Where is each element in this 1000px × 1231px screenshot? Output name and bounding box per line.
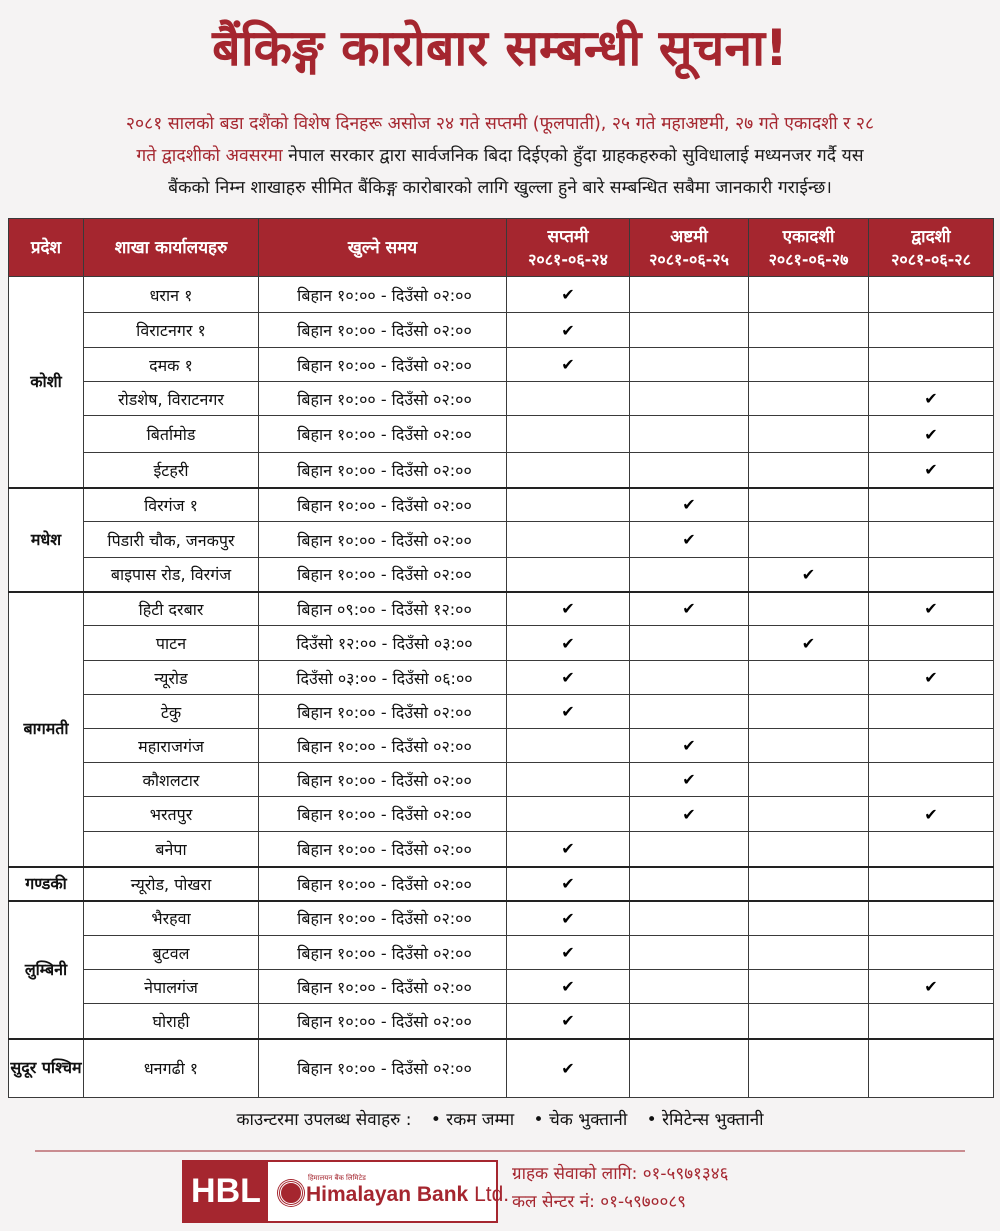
service-item-text: रकम जम्मा bbox=[446, 1110, 515, 1130]
branch-cell: नेपालगंज bbox=[84, 970, 259, 1004]
branch-cell: पाटन bbox=[84, 626, 259, 661]
checkmark-icon: ✔ bbox=[561, 668, 575, 687]
branch-cell: न्यूरोड bbox=[84, 661, 259, 695]
intro-line-3-text: बैंकको निम्न शाखाहरु सीमित बैंकिङ्ग कारोबारको लागि खुल्ला हुने बारे सम्बन्धित सबैमा जानकारी गराईन्छ। bbox=[168, 178, 832, 198]
day-open-cell bbox=[507, 867, 630, 901]
day-open-cell bbox=[507, 416, 630, 453]
checkmark-icon: ✔ bbox=[924, 977, 938, 996]
day-open-cell bbox=[507, 453, 630, 488]
day-open-cell bbox=[869, 348, 994, 382]
service-item-text: चेक भुक्तानी bbox=[548, 1110, 628, 1130]
table-row bbox=[9, 936, 994, 970]
day-open-cell bbox=[749, 626, 869, 661]
table-row bbox=[9, 277, 994, 313]
service-item: • चेक भुक्तानी bbox=[533, 1110, 628, 1130]
province-cell: कोशी bbox=[9, 277, 84, 488]
branch-cell: विराटनगर १ bbox=[84, 313, 259, 348]
table-body bbox=[9, 277, 994, 1098]
day-open-cell bbox=[869, 970, 994, 1004]
table-row bbox=[9, 1004, 994, 1039]
day-open-cell bbox=[869, 277, 994, 313]
day-open-cell bbox=[630, 970, 749, 1004]
checkmark-icon: ✔ bbox=[561, 633, 575, 653]
branch-cell: कौशलटार bbox=[84, 763, 259, 797]
day-open-cell bbox=[630, 763, 749, 797]
checkmark-icon: ✔ bbox=[561, 1058, 575, 1078]
table-row bbox=[9, 488, 994, 522]
day-open-cell bbox=[507, 661, 630, 695]
day-open-cell bbox=[630, 695, 749, 729]
header-time: खुल्ने समय bbox=[259, 219, 507, 277]
intro-line-2-dark: नेपाल सरकार द्वारा सार्वजनिक बिदा दिईएको हुँदा ग्राहकहरुको सुविधालाई मध्यनजर गर्दै यस bbox=[282, 146, 864, 166]
checkmark-icon: ✔ bbox=[924, 460, 938, 480]
day-open-cell bbox=[869, 558, 994, 592]
day-open-cell bbox=[507, 313, 630, 348]
table-row bbox=[9, 313, 994, 348]
checkmark-icon: ✔ bbox=[924, 804, 938, 824]
checkmark-icon: ✔ bbox=[924, 668, 938, 687]
notice-title: बैंकिङ्ग कारोबार सम्बन्धी सूचना! bbox=[212, 19, 788, 77]
branch-cell: न्यूरोड, पोखरा bbox=[84, 867, 259, 901]
checkmark-icon: ✔ bbox=[924, 599, 938, 619]
checkmark-icon: ✔ bbox=[561, 874, 575, 893]
opening-time-cell: बिहान १०:०० - दिउँसो ०२:०० bbox=[259, 695, 507, 729]
day-open-cell bbox=[749, 453, 869, 488]
day-open-cell bbox=[869, 522, 994, 558]
day-open-cell bbox=[869, 867, 994, 901]
checkmark-icon: ✔ bbox=[561, 355, 575, 374]
day-open-cell bbox=[749, 348, 869, 382]
day-open-cell bbox=[630, 416, 749, 453]
day-open-cell bbox=[507, 522, 630, 558]
branch-cell: टेकु bbox=[84, 695, 259, 729]
day-open-cell bbox=[869, 797, 994, 832]
checkmark-icon: ✔ bbox=[561, 320, 575, 340]
branch-cell: धरान १ bbox=[84, 277, 259, 313]
header-day-date: २०८१-०६-२५ bbox=[649, 249, 729, 269]
table-row bbox=[9, 348, 994, 382]
opening-time-cell: बिहान १०:०० - दिउँसो ०२:०० bbox=[259, 558, 507, 592]
day-open-cell bbox=[869, 313, 994, 348]
logo-suffix: Ltd. bbox=[474, 1183, 510, 1206]
day-open-cell bbox=[507, 1004, 630, 1039]
province-cell: लुम्बिनी bbox=[9, 901, 84, 1039]
day-open-cell bbox=[869, 416, 994, 453]
branch-cell: बनेपा bbox=[84, 832, 259, 867]
table-row bbox=[9, 832, 994, 867]
day-open-cell bbox=[630, 661, 749, 695]
day-open-cell bbox=[507, 729, 630, 763]
header-day-date: २०८१-०६-२८ bbox=[891, 249, 971, 269]
opening-time-cell: दिउँसो ०३:०० - दिउँसो ०६:०० bbox=[259, 661, 507, 695]
checkmark-icon: ✔ bbox=[682, 530, 696, 549]
day-open-cell bbox=[749, 558, 869, 592]
table-row bbox=[9, 592, 994, 626]
table-row bbox=[9, 453, 994, 488]
intro-line-1 bbox=[8, 108, 992, 140]
day-open-cell bbox=[507, 558, 630, 592]
day-open-cell bbox=[869, 488, 994, 522]
checkmark-icon: ✔ bbox=[924, 389, 938, 408]
day-open-cell bbox=[630, 313, 749, 348]
opening-time-cell: बिहान १०:०० - दिउँसो ०२:०० bbox=[259, 901, 507, 936]
opening-time-cell: बिहान १०:०० - दिउँसो ०२:०० bbox=[259, 1039, 507, 1098]
header-day-saptami bbox=[507, 219, 630, 277]
day-open-cell bbox=[507, 832, 630, 867]
checkmark-icon: ✔ bbox=[682, 495, 696, 515]
header-day-dwadashi bbox=[869, 219, 994, 277]
branch-cell: बुटवल bbox=[84, 936, 259, 970]
intro-paragraph bbox=[8, 108, 992, 204]
day-open-cell bbox=[869, 1004, 994, 1039]
hbl-logo bbox=[182, 1160, 510, 1223]
logo-hbl-mark: HBL bbox=[184, 1162, 268, 1221]
day-open-cell bbox=[869, 1039, 994, 1098]
province-cell: सुदूर पश्चिम bbox=[9, 1039, 84, 1098]
header-day-name: सप्तमी bbox=[547, 226, 589, 247]
checkmark-icon: ✔ bbox=[682, 736, 696, 755]
branch-cell: हिटी दरबार bbox=[84, 592, 259, 626]
day-open-cell bbox=[749, 313, 869, 348]
intro-line-2-red: गते द्वादशीको अवसरमा bbox=[136, 146, 283, 166]
day-open-cell bbox=[630, 488, 749, 522]
day-open-cell bbox=[749, 797, 869, 832]
header-branch: शाखा कार्यालयहरु bbox=[84, 219, 259, 277]
branch-cell: घोराही bbox=[84, 1004, 259, 1039]
header-day-ashtami bbox=[630, 219, 749, 277]
checkmark-icon: ✔ bbox=[561, 943, 575, 962]
day-open-cell bbox=[507, 382, 630, 416]
opening-time-cell: बिहान १०:०० - दिउँसो ०२:०० bbox=[259, 970, 507, 1004]
logo-bank-name bbox=[306, 1182, 509, 1208]
table-row bbox=[9, 626, 994, 661]
day-open-cell bbox=[507, 936, 630, 970]
opening-time-cell: बिहान १०:०० - दिउँसो ०२:०० bbox=[259, 488, 507, 522]
table-row bbox=[9, 797, 994, 832]
day-open-cell bbox=[630, 867, 749, 901]
opening-time-cell: बिहान १०:०० - दिउँसो ०२:०० bbox=[259, 832, 507, 867]
day-open-cell bbox=[749, 867, 869, 901]
header-day-ekadashi bbox=[749, 219, 869, 277]
branch-cell: बिर्तामोड bbox=[84, 416, 259, 453]
day-open-cell bbox=[630, 522, 749, 558]
opening-time-cell: बिहान १०:०० - दिउँसो ०२:०० bbox=[259, 382, 507, 416]
day-open-cell bbox=[630, 626, 749, 661]
day-open-cell bbox=[630, 901, 749, 936]
day-open-cell bbox=[749, 695, 869, 729]
table-row bbox=[9, 901, 994, 936]
table-row bbox=[9, 695, 994, 729]
day-open-cell bbox=[630, 936, 749, 970]
branch-cell: भरतपुर bbox=[84, 797, 259, 832]
opening-time-cell: बिहान १०:०० - दिउँसो ०२:०० bbox=[259, 729, 507, 763]
day-open-cell bbox=[749, 729, 869, 763]
opening-time-cell: बिहान १०:०० - दिउँसो ०२:०० bbox=[259, 313, 507, 348]
province-cell: गण्डकी bbox=[9, 867, 84, 901]
branch-cell: विरगंज १ bbox=[84, 488, 259, 522]
opening-time-cell: बिहान १०:०० - दिउँसो ०२:०० bbox=[259, 936, 507, 970]
checkmark-icon: ✔ bbox=[561, 702, 575, 721]
day-open-cell bbox=[749, 936, 869, 970]
checkmark-icon: ✔ bbox=[561, 285, 575, 304]
opening-time-cell: बिहान ०९:०० - दिउँसो १२:०० bbox=[259, 592, 507, 626]
day-open-cell bbox=[869, 382, 994, 416]
checkmark-icon: ✔ bbox=[561, 839, 575, 859]
day-open-cell bbox=[507, 277, 630, 313]
day-open-cell bbox=[507, 695, 630, 729]
day-open-cell bbox=[749, 1004, 869, 1039]
table-row bbox=[9, 867, 994, 901]
branch-cell: दमक १ bbox=[84, 348, 259, 382]
header-day-name: अष्टमी bbox=[670, 226, 708, 247]
day-open-cell bbox=[749, 832, 869, 867]
day-open-cell bbox=[507, 797, 630, 832]
day-open-cell bbox=[869, 936, 994, 970]
branch-cell: बाइपास रोड, विरगंज bbox=[84, 558, 259, 592]
logo-name-text: Himalayan Bank bbox=[306, 1183, 469, 1206]
header-day-date: २०८१-०६-२४ bbox=[528, 249, 608, 269]
branch-cell: पिडारी चौक, जनकपुर bbox=[84, 522, 259, 558]
opening-time-cell: बिहान १०:०० - दिउँसो ०२:०० bbox=[259, 348, 507, 382]
logo-devanagari-name: हिमालयन बैंक लिमिटेड bbox=[308, 1174, 366, 1182]
opening-time-cell: बिहान १०:०० - दिउँसो ०२:०० bbox=[259, 277, 507, 313]
logo-name-block bbox=[268, 1162, 510, 1221]
checkmark-icon: ✔ bbox=[682, 770, 696, 789]
service-item: • रेमिटेन्स भुक्तानी bbox=[646, 1110, 764, 1130]
branch-cell: महाराजगंज bbox=[84, 729, 259, 763]
table-header-row bbox=[9, 219, 994, 277]
intro-line-3 bbox=[8, 172, 992, 204]
day-open-cell bbox=[630, 832, 749, 867]
day-open-cell bbox=[630, 592, 749, 626]
table-row bbox=[9, 970, 994, 1004]
day-open-cell bbox=[869, 592, 994, 626]
header-day-name: द्वादशी bbox=[911, 226, 951, 247]
opening-time-cell: बिहान १०:०० - दिउँसो ०२:०० bbox=[259, 522, 507, 558]
opening-time-cell: बिहान १०:०० - दिउँसो ०२:०० bbox=[259, 416, 507, 453]
day-open-cell bbox=[630, 558, 749, 592]
day-open-cell bbox=[869, 453, 994, 488]
checkmark-icon: ✔ bbox=[682, 804, 696, 824]
day-open-cell bbox=[869, 763, 994, 797]
day-open-cell bbox=[749, 488, 869, 522]
day-open-cell bbox=[507, 763, 630, 797]
checkmark-icon: ✔ bbox=[561, 1011, 575, 1031]
day-open-cell bbox=[630, 797, 749, 832]
day-open-cell bbox=[749, 1039, 869, 1098]
services-label: काउन्टरमा उपलब्ध सेवाहरु : bbox=[236, 1110, 412, 1130]
table-row bbox=[9, 763, 994, 797]
day-open-cell bbox=[869, 626, 994, 661]
branch-cell: धनगढी १ bbox=[84, 1039, 259, 1098]
day-open-cell bbox=[507, 1039, 630, 1098]
day-open-cell bbox=[507, 488, 630, 522]
day-open-cell bbox=[869, 661, 994, 695]
branch-cell: रोडशेष, विराटनगर bbox=[84, 382, 259, 416]
counter-services bbox=[0, 1105, 1000, 1135]
checkmark-icon: ✔ bbox=[561, 908, 575, 928]
province-cell: मधेश bbox=[9, 488, 84, 592]
day-open-cell bbox=[749, 661, 869, 695]
opening-time-cell: दिउँसो १२:०० - दिउँसो ०३:०० bbox=[259, 626, 507, 661]
day-open-cell bbox=[869, 695, 994, 729]
day-open-cell bbox=[507, 626, 630, 661]
intro-line-1-text: २०८१ सालको बडा दशैंको विशेष दिनहरू असोज २४ गते सप्तमी (फूलपाती), २५ गते महाअष्टमी, २७ गते एकादशी र २८ bbox=[125, 114, 875, 134]
header-province: प्रदेश bbox=[9, 219, 84, 277]
opening-time-cell: बिहान १०:०० - दिउँसो ०२:०० bbox=[259, 763, 507, 797]
day-open-cell bbox=[749, 970, 869, 1004]
checkmark-icon: ✔ bbox=[561, 977, 575, 996]
bank-seal-icon bbox=[278, 1180, 304, 1206]
table-row bbox=[9, 522, 994, 558]
contact-info bbox=[512, 1160, 842, 1216]
header-day-date: २०८१-०६-२७ bbox=[768, 249, 849, 269]
table-row bbox=[9, 661, 994, 695]
checkmark-icon: ✔ bbox=[924, 424, 938, 444]
footer-divider bbox=[35, 1150, 965, 1152]
table-row bbox=[9, 416, 994, 453]
checkmark-icon: ✔ bbox=[682, 599, 696, 619]
intro-line-2 bbox=[8, 140, 992, 172]
day-open-cell bbox=[630, 348, 749, 382]
call-center-number: कल सेन्टर नं: ०१-५९७००८९ bbox=[512, 1192, 687, 1212]
day-open-cell bbox=[749, 416, 869, 453]
opening-time-cell: बिहान १०:०० - दिउँसो ०२:०० bbox=[259, 867, 507, 901]
opening-time-cell: बिहान १०:०० - दिउँसो ०२:०० bbox=[259, 453, 507, 488]
day-open-cell bbox=[630, 1039, 749, 1098]
branch-schedule-table bbox=[8, 218, 994, 1098]
day-open-cell bbox=[749, 901, 869, 936]
day-open-cell bbox=[507, 901, 630, 936]
opening-time-cell: बिहान १०:०० - दिउँसो ०२:०० bbox=[259, 1004, 507, 1039]
day-open-cell bbox=[749, 592, 869, 626]
day-open-cell bbox=[869, 729, 994, 763]
day-open-cell bbox=[630, 277, 749, 313]
day-open-cell bbox=[630, 453, 749, 488]
day-open-cell bbox=[869, 832, 994, 867]
day-open-cell bbox=[749, 763, 869, 797]
table-row bbox=[9, 1039, 994, 1098]
header-day-name: एकादशी bbox=[782, 226, 835, 247]
day-open-cell bbox=[749, 277, 869, 313]
checkmark-icon: ✔ bbox=[561, 599, 575, 619]
checkmark-icon: ✔ bbox=[801, 564, 816, 584]
branch-cell: भैरहवा bbox=[84, 901, 259, 936]
day-open-cell bbox=[749, 382, 869, 416]
day-open-cell bbox=[749, 522, 869, 558]
table-row bbox=[9, 382, 994, 416]
day-open-cell bbox=[507, 348, 630, 382]
day-open-cell bbox=[630, 382, 749, 416]
day-open-cell bbox=[507, 592, 630, 626]
day-open-cell bbox=[630, 1004, 749, 1039]
province-cell: बागमती bbox=[9, 592, 84, 867]
day-open-cell bbox=[507, 970, 630, 1004]
table-row bbox=[9, 558, 994, 592]
opening-time-cell: बिहान १०:०० - दिउँसो ०२:०० bbox=[259, 797, 507, 832]
table-row bbox=[9, 729, 994, 763]
checkmark-icon: ✔ bbox=[801, 633, 816, 653]
customer-service-number: ग्राहक सेवाको लागि: ०१-५९७१३४६ bbox=[512, 1164, 729, 1184]
service-item-text: रेमिटेन्स भुक्तानी bbox=[662, 1110, 764, 1130]
service-item: • रकम जम्मा bbox=[430, 1110, 515, 1130]
branch-cell: ईटहरी bbox=[84, 453, 259, 488]
day-open-cell bbox=[630, 729, 749, 763]
day-open-cell bbox=[869, 901, 994, 936]
